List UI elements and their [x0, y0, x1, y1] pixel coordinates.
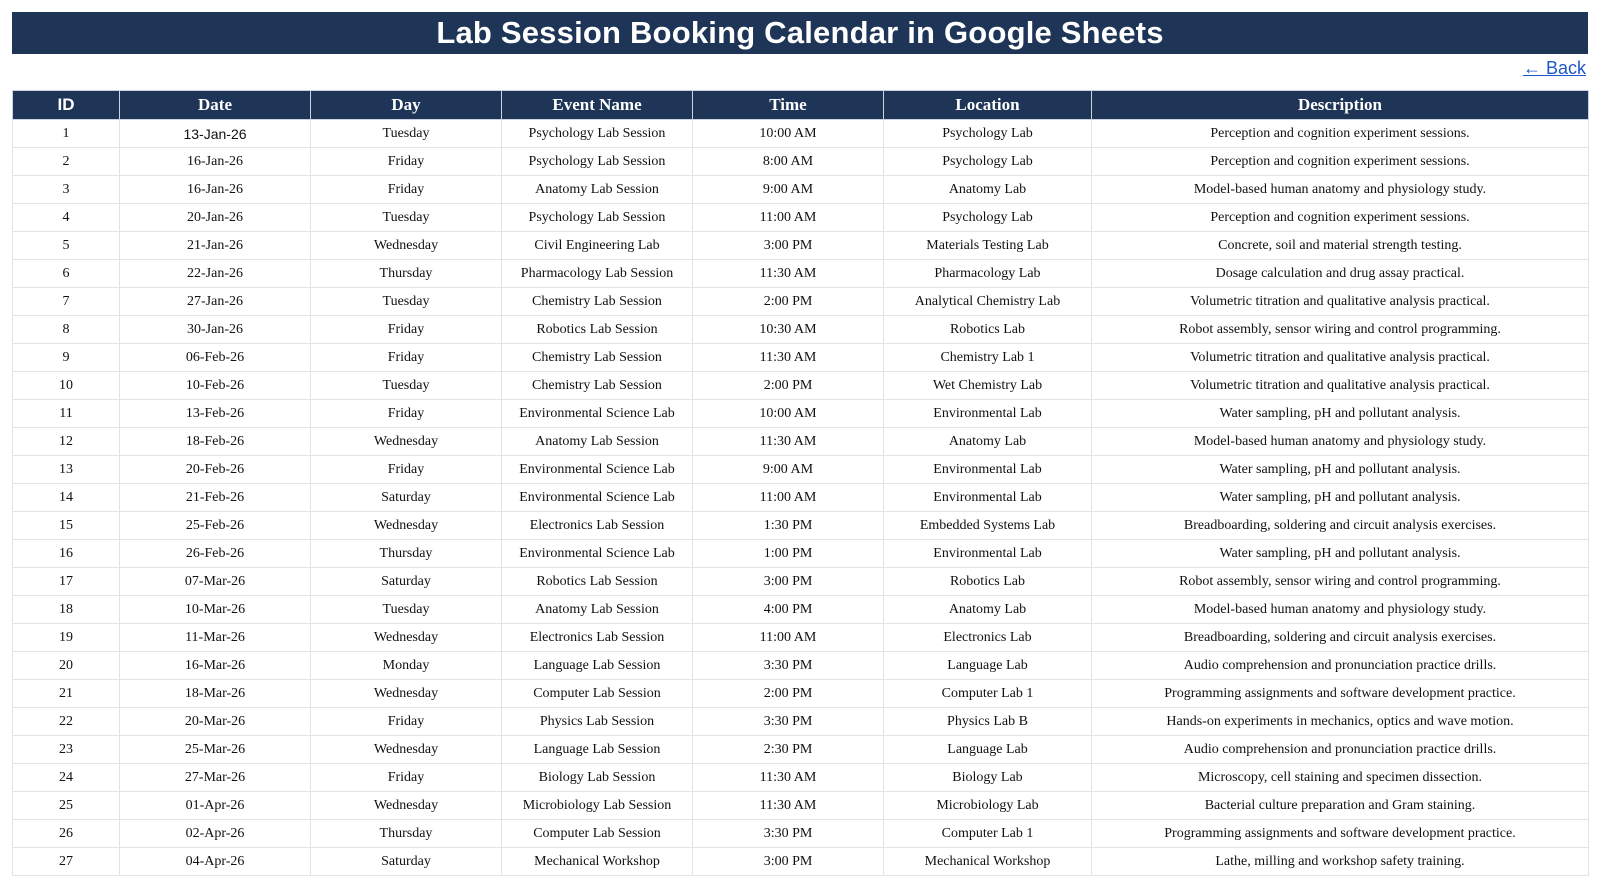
- table-row: [13, 652, 1589, 680]
- table-row: [13, 596, 1589, 624]
- cell-location[interactable]: Mechanical Workshop: [884, 848, 1092, 876]
- header-row: [13, 91, 1589, 120]
- cell-date[interactable]: 20-Feb-26: [120, 456, 311, 484]
- table-row: [13, 624, 1589, 652]
- column-header-id[interactable]: ID: [13, 91, 120, 120]
- cell-day[interactable]: Tuesday: [311, 596, 502, 624]
- cell-location[interactable]: Robotics Lab: [884, 568, 1092, 596]
- cell-day[interactable]: Wednesday: [311, 428, 502, 456]
- cell-location[interactable]: Microbiology Lab: [884, 792, 1092, 820]
- cell-location[interactable]: Psychology Lab: [884, 120, 1092, 148]
- cell-date[interactable]: 20-Jan-26: [120, 204, 311, 232]
- cell-description[interactable]: Robot assembly, sensor wiring and control programming.: [1092, 316, 1589, 344]
- cell-event-name[interactable]: Electronics Lab Session: [502, 624, 693, 652]
- cell-location[interactable]: Analytical Chemistry Lab: [884, 288, 1092, 316]
- cell-location[interactable]: Embedded Systems Lab: [884, 512, 1092, 540]
- cell-date[interactable]: 01-Apr-26: [120, 792, 311, 820]
- cell-description[interactable]: Robot assembly, sensor wiring and control programming.: [1092, 568, 1589, 596]
- cell-time[interactable]: 3:30 PM: [693, 652, 884, 680]
- cell-date[interactable]: 16-Mar-26: [120, 652, 311, 680]
- table-row: [13, 764, 1589, 792]
- cell-id[interactable]: 13: [13, 456, 120, 484]
- table-row: [13, 680, 1589, 708]
- cell-id[interactable]: 5: [13, 232, 120, 260]
- cell-date[interactable]: 10-Feb-26: [120, 372, 311, 400]
- cell-time[interactable]: 1:30 PM: [693, 512, 884, 540]
- back-link[interactable]: ← Back: [1522, 58, 1586, 78]
- cell-time[interactable]: 10:30 AM: [693, 316, 884, 344]
- cell-day[interactable]: Wednesday: [311, 232, 502, 260]
- cell-description[interactable]: Microscopy, cell staining and specimen dissection.: [1092, 764, 1589, 792]
- cell-location[interactable]: Environmental Lab: [884, 484, 1092, 512]
- cell-day[interactable]: Wednesday: [311, 792, 502, 820]
- cell-description[interactable]: Water sampling, pH and pollutant analysis.: [1092, 400, 1589, 428]
- cell-time[interactable]: 11:30 AM: [693, 428, 884, 456]
- cell-time[interactable]: 11:00 AM: [693, 204, 884, 232]
- cell-time[interactable]: 10:00 AM: [693, 400, 884, 428]
- table-row: [13, 848, 1589, 876]
- cell-date[interactable]: 18-Feb-26: [120, 428, 311, 456]
- title-bar: [12, 12, 1588, 54]
- table-row: [13, 372, 1589, 400]
- cell-date[interactable]: 10-Mar-26: [120, 596, 311, 624]
- cell-event-name[interactable]: Robotics Lab Session: [502, 316, 693, 344]
- cell-time[interactable]: 11:30 AM: [693, 792, 884, 820]
- cell-event-name[interactable]: Environmental Science Lab: [502, 456, 693, 484]
- cell-id[interactable]: 2: [13, 148, 120, 176]
- cell-time[interactable]: 8:00 AM: [693, 148, 884, 176]
- cell-location[interactable]: Anatomy Lab: [884, 428, 1092, 456]
- cell-date[interactable]: 04-Apr-26: [120, 848, 311, 876]
- cell-id[interactable]: 7: [13, 288, 120, 316]
- cell-date[interactable]: 02-Apr-26: [120, 820, 311, 848]
- cell-location[interactable]: Language Lab: [884, 652, 1092, 680]
- cell-event-name[interactable]: Anatomy Lab Session: [502, 428, 693, 456]
- cell-time[interactable]: 3:00 PM: [693, 568, 884, 596]
- cell-event-name[interactable]: Language Lab Session: [502, 652, 693, 680]
- booking-table: [12, 90, 1589, 876]
- cell-date[interactable]: 30-Jan-26: [120, 316, 311, 344]
- cell-id[interactable]: 3: [13, 176, 120, 204]
- table-row: [13, 288, 1589, 316]
- cell-time[interactable]: 3:30 PM: [693, 708, 884, 736]
- table-row: [13, 736, 1589, 764]
- cell-location[interactable]: Psychology Lab: [884, 204, 1092, 232]
- cell-date[interactable]: 22-Jan-26: [120, 260, 311, 288]
- cell-day[interactable]: Tuesday: [311, 120, 502, 148]
- cell-description[interactable]: Audio comprehension and pronunciation practice drills.: [1092, 652, 1589, 680]
- cell-event-name[interactable]: Robotics Lab Session: [502, 568, 693, 596]
- cell-id[interactable]: 1: [13, 120, 120, 148]
- cell-location[interactable]: Physics Lab B: [884, 708, 1092, 736]
- cell-location[interactable]: Electronics Lab: [884, 624, 1092, 652]
- cell-description[interactable]: Volumetric titration and qualitative analysis practical.: [1092, 344, 1589, 372]
- table-row: [13, 568, 1589, 596]
- table-row: [13, 260, 1589, 288]
- cell-event-name[interactable]: Chemistry Lab Session: [502, 288, 693, 316]
- cell-date[interactable]: 13-Feb-26: [120, 400, 311, 428]
- cell-id[interactable]: 9: [13, 344, 120, 372]
- page-title: Lab Session Booking Calendar in Google Sheets: [436, 15, 1164, 50]
- cell-time[interactable]: 3:30 PM: [693, 820, 884, 848]
- cell-location[interactable]: Anatomy Lab: [884, 176, 1092, 204]
- cell-event-name[interactable]: Anatomy Lab Session: [502, 176, 693, 204]
- table-row: [13, 792, 1589, 820]
- column-header-day[interactable]: Day: [311, 91, 502, 120]
- cell-description[interactable]: Water sampling, pH and pollutant analysis.: [1092, 540, 1589, 568]
- cell-location[interactable]: Environmental Lab: [884, 400, 1092, 428]
- table-row: [13, 316, 1589, 344]
- table-header: [13, 91, 1589, 120]
- cell-date[interactable]: 16-Jan-26: [120, 148, 311, 176]
- table-row: [13, 344, 1589, 372]
- column-header-location[interactable]: Location: [884, 91, 1092, 120]
- table-row: [13, 148, 1589, 176]
- table-row: [13, 176, 1589, 204]
- cell-day[interactable]: Friday: [311, 764, 502, 792]
- cell-description[interactable]: Model-based human anatomy and physiology study.: [1092, 596, 1589, 624]
- cell-location[interactable]: Language Lab: [884, 736, 1092, 764]
- table-row: [13, 512, 1589, 540]
- cell-day[interactable]: Saturday: [311, 848, 502, 876]
- table-body: [13, 120, 1589, 876]
- cell-id[interactable]: 19: [13, 624, 120, 652]
- cell-time[interactable]: 9:00 AM: [693, 456, 884, 484]
- cell-id[interactable]: 21: [13, 680, 120, 708]
- cell-id[interactable]: 22: [13, 708, 120, 736]
- cell-event-name[interactable]: Biology Lab Session: [502, 764, 693, 792]
- cell-description[interactable]: Model-based human anatomy and physiology study.: [1092, 428, 1589, 456]
- cell-description[interactable]: Water sampling, pH and pollutant analysis.: [1092, 484, 1589, 512]
- cell-description[interactable]: Concrete, soil and material strength testing.: [1092, 232, 1589, 260]
- cell-day[interactable]: Wednesday: [311, 680, 502, 708]
- cell-time[interactable]: 11:30 AM: [693, 764, 884, 792]
- cell-event-name[interactable]: Computer Lab Session: [502, 680, 693, 708]
- cell-location[interactable]: Materials Testing Lab: [884, 232, 1092, 260]
- cell-day[interactable]: Saturday: [311, 484, 502, 512]
- table-row: [13, 120, 1589, 148]
- cell-location[interactable]: Wet Chemistry Lab: [884, 372, 1092, 400]
- cell-event-name[interactable]: Pharmacology Lab Session: [502, 260, 693, 288]
- cell-id[interactable]: 6: [13, 260, 120, 288]
- cell-date[interactable]: 07-Mar-26: [120, 568, 311, 596]
- cell-time[interactable]: 11:30 AM: [693, 260, 884, 288]
- cell-id[interactable]: 23: [13, 736, 120, 764]
- cell-time[interactable]: 2:00 PM: [693, 372, 884, 400]
- cell-date[interactable]: 13-Jan-26: [120, 120, 311, 148]
- cell-day[interactable]: Friday: [311, 176, 502, 204]
- column-header-description[interactable]: Description: [1092, 91, 1589, 120]
- cell-event-name[interactable]: Environmental Science Lab: [502, 400, 693, 428]
- cell-event-name[interactable]: Chemistry Lab Session: [502, 344, 693, 372]
- table-row: [13, 400, 1589, 428]
- cell-description[interactable]: Breadboarding, soldering and circuit analysis exercises.: [1092, 512, 1589, 540]
- cell-description[interactable]: Perception and cognition experiment sessions.: [1092, 204, 1589, 232]
- column-header-event-name[interactable]: Event Name: [502, 91, 693, 120]
- table-row: [13, 428, 1589, 456]
- table-row: [13, 484, 1589, 512]
- cell-day[interactable]: Thursday: [311, 260, 502, 288]
- cell-description[interactable]: Volumetric titration and qualitative analysis practical.: [1092, 288, 1589, 316]
- cell-time[interactable]: 1:00 PM: [693, 540, 884, 568]
- cell-event-name[interactable]: Psychology Lab Session: [502, 204, 693, 232]
- cell-location[interactable]: Robotics Lab: [884, 316, 1092, 344]
- cell-event-name[interactable]: Psychology Lab Session: [502, 120, 693, 148]
- cell-day[interactable]: Friday: [311, 400, 502, 428]
- cell-time[interactable]: 10:00 AM: [693, 120, 884, 148]
- cell-description[interactable]: Hands-on experiments in mechanics, optics and wave motion.: [1092, 708, 1589, 736]
- cell-time[interactable]: 11:00 AM: [693, 484, 884, 512]
- table-row: [13, 456, 1589, 484]
- cell-time[interactable]: 9:00 AM: [693, 176, 884, 204]
- cell-date[interactable]: 27-Mar-26: [120, 764, 311, 792]
- cell-date[interactable]: 26-Feb-26: [120, 540, 311, 568]
- cell-date[interactable]: 16-Jan-26: [120, 176, 311, 204]
- cell-time[interactable]: 2:30 PM: [693, 736, 884, 764]
- cell-event-name[interactable]: Psychology Lab Session: [502, 148, 693, 176]
- cell-description[interactable]: Programming assignments and software development practice.: [1092, 820, 1589, 848]
- cell-description[interactable]: Volumetric titration and qualitative analysis practical.: [1092, 372, 1589, 400]
- cell-id[interactable]: 26: [13, 820, 120, 848]
- cell-description[interactable]: Perception and cognition experiment sessions.: [1092, 148, 1589, 176]
- cell-id[interactable]: 15: [13, 512, 120, 540]
- cell-day[interactable]: Tuesday: [311, 204, 502, 232]
- cell-day[interactable]: Friday: [311, 708, 502, 736]
- cell-date[interactable]: 21-Jan-26: [120, 232, 311, 260]
- cell-date[interactable]: 27-Jan-26: [120, 288, 311, 316]
- cell-location[interactable]: Computer Lab 1: [884, 680, 1092, 708]
- cell-description[interactable]: Model-based human anatomy and physiology study.: [1092, 176, 1589, 204]
- cell-id[interactable]: 24: [13, 764, 120, 792]
- cell-location[interactable]: Psychology Lab: [884, 148, 1092, 176]
- cell-day[interactable]: Friday: [311, 456, 502, 484]
- cell-time[interactable]: 2:00 PM: [693, 680, 884, 708]
- cell-time[interactable]: 4:00 PM: [693, 596, 884, 624]
- cell-date[interactable]: 06-Feb-26: [120, 344, 311, 372]
- cell-time[interactable]: 11:00 AM: [693, 624, 884, 652]
- column-header-time[interactable]: Time: [693, 91, 884, 120]
- cell-day[interactable]: Thursday: [311, 540, 502, 568]
- cell-day[interactable]: Monday: [311, 652, 502, 680]
- cell-description[interactable]: Perception and cognition experiment sessions.: [1092, 120, 1589, 148]
- cell-location[interactable]: Chemistry Lab 1: [884, 344, 1092, 372]
- cell-event-name[interactable]: Computer Lab Session: [502, 820, 693, 848]
- cell-description[interactable]: Lathe, milling and workshop safety training.: [1092, 848, 1589, 876]
- cell-day[interactable]: Saturday: [311, 568, 502, 596]
- cell-event-name[interactable]: Language Lab Session: [502, 736, 693, 764]
- cell-location[interactable]: Anatomy Lab: [884, 596, 1092, 624]
- cell-date[interactable]: 11-Mar-26: [120, 624, 311, 652]
- cell-day[interactable]: Wednesday: [311, 736, 502, 764]
- cell-time[interactable]: 3:00 PM: [693, 848, 884, 876]
- cell-event-name[interactable]: Chemistry Lab Session: [502, 372, 693, 400]
- cell-event-name[interactable]: Environmental Science Lab: [502, 540, 693, 568]
- cell-event-name[interactable]: Microbiology Lab Session: [502, 792, 693, 820]
- cell-description[interactable]: Programming assignments and software development practice.: [1092, 680, 1589, 708]
- cell-date[interactable]: 25-Feb-26: [120, 512, 311, 540]
- table-row: [13, 540, 1589, 568]
- table-row: [13, 232, 1589, 260]
- cell-id[interactable]: 4: [13, 204, 120, 232]
- cell-id[interactable]: 25: [13, 792, 120, 820]
- cell-id[interactable]: 11: [13, 400, 120, 428]
- cell-event-name[interactable]: Mechanical Workshop: [502, 848, 693, 876]
- table-row: [13, 204, 1589, 232]
- cell-date[interactable]: 21-Feb-26: [120, 484, 311, 512]
- cell-event-name[interactable]: Physics Lab Session: [502, 708, 693, 736]
- cell-id[interactable]: 17: [13, 568, 120, 596]
- cell-description[interactable]: Audio comprehension and pronunciation practice drills.: [1092, 736, 1589, 764]
- cell-description[interactable]: Dosage calculation and drug assay practical.: [1092, 260, 1589, 288]
- cell-event-name[interactable]: Anatomy Lab Session: [502, 596, 693, 624]
- cell-time[interactable]: 2:00 PM: [693, 288, 884, 316]
- cell-event-name[interactable]: Electronics Lab Session: [502, 512, 693, 540]
- cell-id[interactable]: 16: [13, 540, 120, 568]
- cell-day[interactable]: Thursday: [311, 820, 502, 848]
- cell-day[interactable]: Wednesday: [311, 512, 502, 540]
- cell-id[interactable]: 10: [13, 372, 120, 400]
- cell-day[interactable]: Tuesday: [311, 372, 502, 400]
- cell-event-name[interactable]: Environmental Science Lab: [502, 484, 693, 512]
- cell-time[interactable]: 3:00 PM: [693, 232, 884, 260]
- table-row: [13, 820, 1589, 848]
- cell-day[interactable]: Tuesday: [311, 288, 502, 316]
- cell-day[interactable]: Friday: [311, 316, 502, 344]
- cell-time[interactable]: 11:30 AM: [693, 344, 884, 372]
- column-header-date[interactable]: Date: [120, 91, 311, 120]
- cell-id[interactable]: 20: [13, 652, 120, 680]
- cell-location[interactable]: Pharmacology Lab: [884, 260, 1092, 288]
- cell-day[interactable]: Wednesday: [311, 624, 502, 652]
- cell-date[interactable]: 18-Mar-26: [120, 680, 311, 708]
- cell-description[interactable]: Bacterial culture preparation and Gram staining.: [1092, 792, 1589, 820]
- cell-date[interactable]: 25-Mar-26: [120, 736, 311, 764]
- cell-id[interactable]: 27: [13, 848, 120, 876]
- cell-id[interactable]: 18: [13, 596, 120, 624]
- cell-day[interactable]: Friday: [311, 344, 502, 372]
- cell-location[interactable]: Biology Lab: [884, 764, 1092, 792]
- cell-date[interactable]: 20-Mar-26: [120, 708, 311, 736]
- cell-description[interactable]: Breadboarding, soldering and circuit analysis exercises.: [1092, 624, 1589, 652]
- cell-day[interactable]: Friday: [311, 148, 502, 176]
- cell-location[interactable]: Environmental Lab: [884, 456, 1092, 484]
- table-row: [13, 708, 1589, 736]
- cell-id[interactable]: 12: [13, 428, 120, 456]
- cell-location[interactable]: Environmental Lab: [884, 540, 1092, 568]
- cell-event-name[interactable]: Civil Engineering Lab: [502, 232, 693, 260]
- cell-id[interactable]: 8: [13, 316, 120, 344]
- cell-location[interactable]: Computer Lab 1: [884, 820, 1092, 848]
- cell-id[interactable]: 14: [13, 484, 120, 512]
- cell-description[interactable]: Water sampling, pH and pollutant analysis.: [1092, 456, 1589, 484]
